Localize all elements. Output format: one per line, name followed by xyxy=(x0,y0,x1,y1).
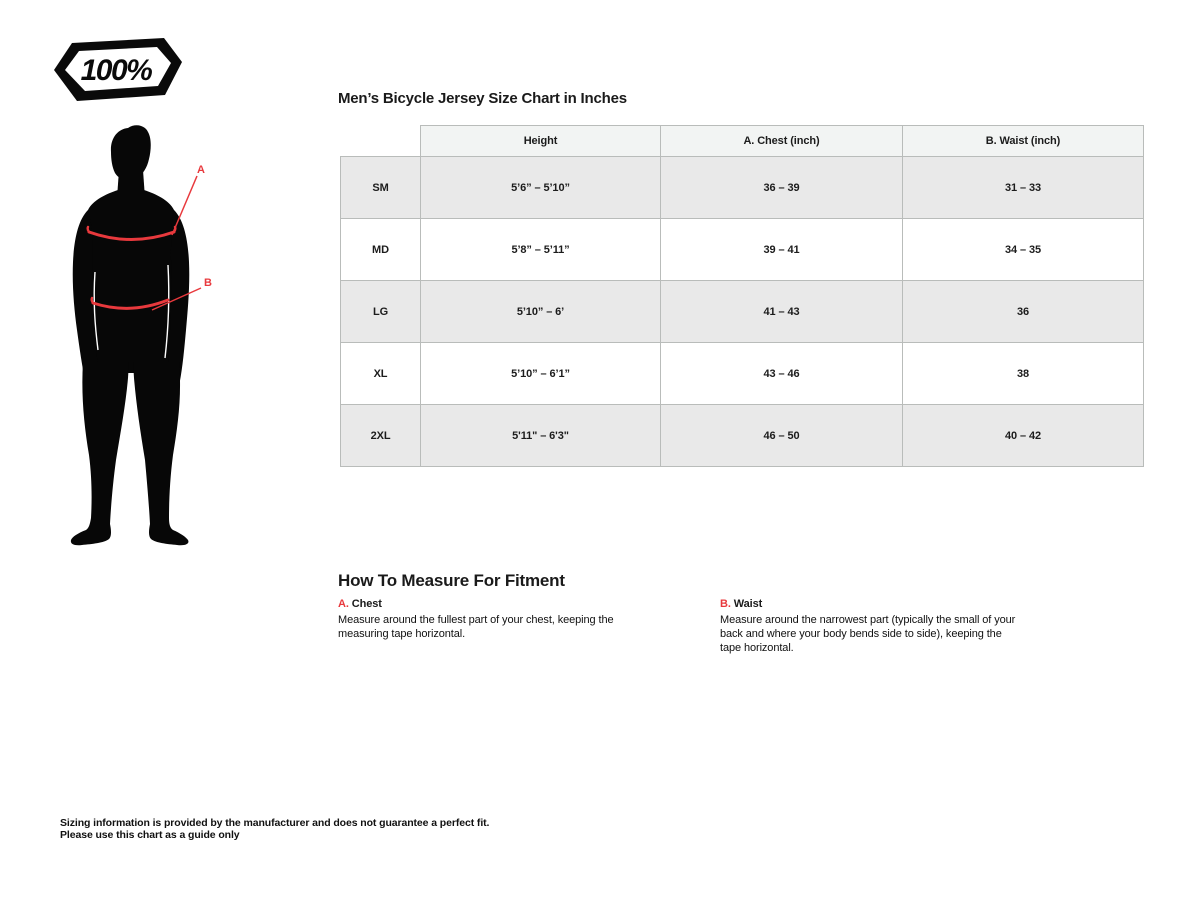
measure-subhead-chest xyxy=(338,598,630,610)
measure-item-chest xyxy=(338,598,630,641)
waist-value: 34 – 35 xyxy=(903,219,1144,281)
size-label: XL xyxy=(341,343,421,405)
size-label: 2XL xyxy=(341,405,421,467)
silhouette-left-leg xyxy=(71,362,129,545)
waist-value: 36 xyxy=(903,281,1144,343)
height-value: 5’6” – 5’10” xyxy=(421,157,661,219)
height-value: 5'11" – 6'3" xyxy=(421,405,661,467)
chest-value: 36 – 39 xyxy=(661,157,903,219)
measure-description-waist: Measure around the narrowest part (typically the small of your back and where your body bends side to side), keeping the tape horizontal. xyxy=(720,614,1016,654)
waist-line-end-hooks xyxy=(92,298,93,303)
measure-subhead-waist xyxy=(720,598,1020,610)
size-label: MD xyxy=(341,219,421,281)
height-value: 5’10” – 6’ xyxy=(421,281,661,343)
table-row-2xl xyxy=(341,405,1144,467)
waist-value: 31 – 33 xyxy=(903,157,1144,219)
height-value: 5’8” – 5’11” xyxy=(421,219,661,281)
measure-section-heading: How To Measure For Fitment xyxy=(338,571,565,590)
table-row-lg xyxy=(341,281,1144,343)
column-header-chest: A. Chest (inch) xyxy=(661,126,903,157)
measure-description-chest: Measure around the fullest part of your chest, keeping the measuring tape horizontal. xyxy=(338,614,614,640)
measure-letter-b: B. xyxy=(720,598,731,610)
size-chart-table xyxy=(340,125,1144,467)
height-value: 5’10” – 6’1” xyxy=(421,343,661,405)
silhouette-right-leg xyxy=(133,362,188,545)
size-label: SM xyxy=(341,157,421,219)
measure-name-chest: Chest xyxy=(351,598,382,610)
column-header-waist: B. Waist (inch) xyxy=(903,126,1144,157)
sizing-disclaimer xyxy=(60,817,489,841)
chest-value: 43 – 46 xyxy=(661,343,903,405)
page-title: Men’s Bicycle Jersey Size Chart in Inches xyxy=(338,90,627,107)
column-header-height: Height xyxy=(421,126,661,157)
disclaimer-line-1: Sizing information is provided by the manufacturer and does not guarantee a perfect fit. xyxy=(60,817,490,829)
waist-value: 40 – 42 xyxy=(903,405,1144,467)
chest-value: 46 – 50 xyxy=(661,405,903,467)
measure-letter-a: A. xyxy=(338,598,349,610)
chest-leader-line xyxy=(172,176,197,235)
measure-item-waist xyxy=(720,598,1020,655)
size-label: LG xyxy=(341,281,421,343)
table-header-row xyxy=(341,126,1144,157)
waist-value: 38 xyxy=(903,343,1144,405)
table-row-xl xyxy=(341,343,1144,405)
measure-name-waist: Waist xyxy=(733,598,763,610)
disclaimer-line-2: Please use this chart as a guide only xyxy=(60,829,240,841)
table-row-sm xyxy=(341,157,1144,219)
body-silhouette xyxy=(71,125,189,545)
chest-value: 39 – 41 xyxy=(661,219,903,281)
size-table-container xyxy=(340,125,1144,467)
logo-text: 100% xyxy=(80,54,152,87)
corner-cell xyxy=(341,126,421,157)
body-silhouette-diagram xyxy=(64,110,214,546)
waist-label-b: B xyxy=(204,277,212,289)
brand-logo-100percent xyxy=(53,37,183,103)
table-row-md xyxy=(341,219,1144,281)
chest-label-a: A xyxy=(197,164,205,176)
chest-value: 41 – 43 xyxy=(661,281,903,343)
